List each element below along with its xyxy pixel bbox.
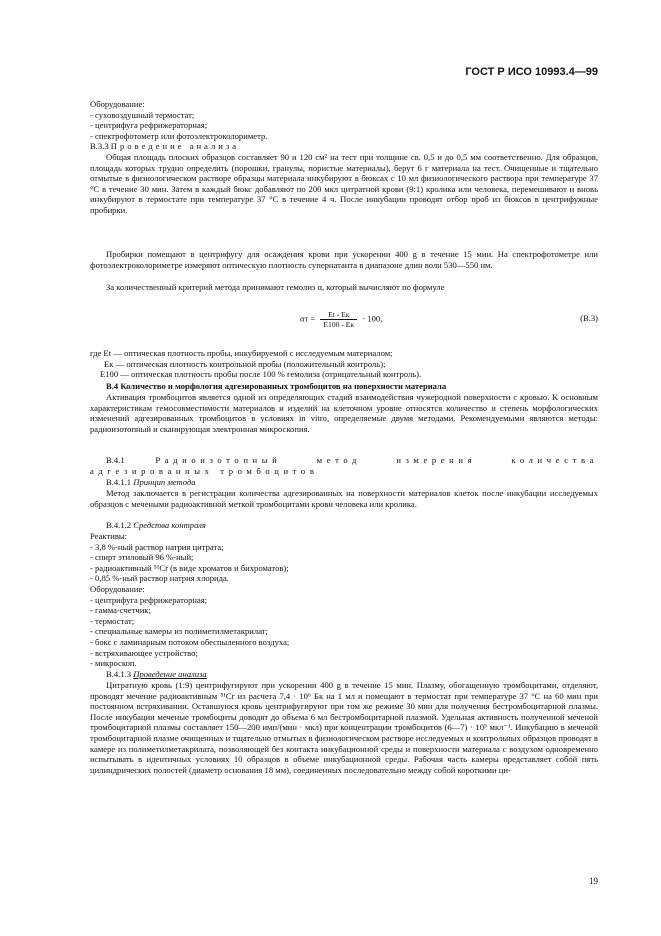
section-number: В.4.1.3 [106, 669, 132, 679]
reagent-item: - спирт этиловый 96 %-ный; [90, 552, 194, 563]
equipment-item: - термостат; [90, 615, 135, 626]
section-b41 [90, 455, 598, 476]
formula-fraction [320, 310, 357, 329]
equipment-item: - специальные камеры из полиметилметакрилат; [90, 626, 268, 637]
section-b411 [90, 477, 598, 488]
formula-numerator: Еt - Ек [320, 310, 357, 320]
section-title: Проведение анализа [133, 669, 207, 679]
paragraph-procedure: Общая площадь плоских образцов составляет 90 и 120 см² на тест при толщине св. 0,5 и до 0,5 мм соответственно. Для образцов, площадь которых трудно определить (порошки, гранулы, пористые материалы), берут 6 г материала на тест. Очищенные и тщательно отмытые в физиологическом растворе образцы материала инкубируют в бюксах с 10 мл физиологического раствора при температуре 37 °С в течение 30 мин. Затем в каждый бюкс добавляют по 200 мкл цитратной крови (9:1) кролика или человека, перемешивают и вновь инкубируют в термостате при температуре 37 °С в течение 4 ч. После инкубации проводят отбор проб из бюксов в центрифужные пробирки. [90, 152, 598, 215]
formula-tail: · 100, [362, 313, 383, 324]
section-title: Средства контроля [133, 520, 206, 530]
reagent-item: - радиоактивный ⁵¹Cr (в виде хроматов и бихроматов); [90, 562, 289, 573]
where-line: где Еt — оптическая плотность пробы, инкубируемой с исследуемым материалом; [90, 348, 393, 358]
where-block [90, 348, 598, 380]
reagent-item: - 0,85 %-ный раствор натрия хлорида. [90, 573, 229, 584]
equipment-item: - бокс с ламинарным потоком обеспыленного воздуха; [90, 636, 290, 647]
paragraph-criterion: За количественный критерий метода принимают гемолиз α, который вычисляют по формуле [106, 282, 445, 292]
paragraph-analysis: Цитратную кровь (1:9) центрифугируют при ускорении 400 g в течение 15 мин. Плазму, обогащенную тромбоцитами, отделяют, проводят мечение радиоактивным ⁵¹Cr из расчета 7,4 · 10⁶ Бк на 1 мл и помещают в термостат при температуре 37 °С на 60 мин при постоянном встряхивании. Оставшуюся кровь центрифугируют при том же режиме 30 мин для получения бестромбоцитарной плазмы. После инкубации меченые тромбоциты доводят до объема 6 мл бестромбоцитарной плазмой. Удельная активность полученной меченой тромбоцитарной плазмы составляет 150—200 имп/(мин · мкл) при концентрации тромбоцитов (6—7) · 10⁵ мкл⁻¹. Инкубацию в меченой тромбоцитарной плазме очищенных и тщательно отмытых в физиологическом растворе исследуемых и контрольных образцов проводят в камере из полиметилметакрилата, позволяющей без контакта инкубационной среды и поверхности материала с воздухом одновременно испытывать в идентичных условиях 10 образцов в объеме инкубационной среды. Рабочая часть камеры представляет собой пять цилиндрических полостей (диаметр основания 18 мм), соединенных последовательно между собой короткими ци- [90, 680, 598, 775]
equipment-item: - центрифуга рефрижераторная; [90, 594, 208, 605]
equipment-title: Оборудование: [90, 584, 145, 594]
equipment-item: - гамма-счетчик; [90, 605, 151, 616]
section-b33 [90, 141, 598, 152]
section-number: В.4.1.1 [106, 477, 132, 487]
equipment-item: - центрифуга рефрижераторная; [90, 120, 208, 131]
where-line: Ек — оптическая плотность контрольной пробы (положительный контроль); [104, 358, 386, 369]
reagent-item: - 3,8 %-ный раствор натрия цитрата; [90, 541, 224, 552]
section-title: Радиоизотопный метод измерения количества адгезированных тромбоцитов [90, 455, 598, 476]
paragraph-activation: Активация тромбоцитов является одной из определяющих стадий взаимодействия чужеродной поверхности с кровью. К основным характеристикам гемосовместимости материалов и изделий на клеточном уровне относятся количество и степень морфологических изменений адгезированных тромбоцитов в условиях in vitro, определяемые двумя методами. Рекомендуемыми являются методы: радиоизотопный и сканирующая электронная микроскопия. [90, 392, 598, 434]
equipment-item: - микроскоп. [90, 658, 137, 669]
section-number: В.4.1 [106, 455, 125, 465]
equation-number: (В.3) [580, 313, 598, 323]
equipment2-block [90, 584, 598, 669]
equipment-block [90, 99, 598, 141]
section-b4-heading: В.4 Количество и морфология адгезированных тромбоцитов на поверхности материала [106, 381, 447, 391]
section-title: Принцип метода [133, 477, 196, 487]
section-number: В.4.1.2 [106, 520, 132, 530]
document-code: ГОСТ Р ИСО 10993.4—99 [465, 66, 598, 78]
equipment-item: - встряхивающее устройство; [90, 647, 198, 658]
section-b412 [90, 520, 598, 531]
section-number: В.3.3 [90, 141, 109, 151]
reagents-title: Реактивы: [90, 531, 128, 541]
formula-denominator: Е100 - Ек [323, 320, 355, 329]
equipment-item: - спектрофотометр или фотоэлектроколориметр. [90, 130, 268, 141]
paragraph-principle: Метод заключается в регистрации количества адгезированных на поверхности материалов клеток после инкубации исследуемых образцов с мечеными радиоактивной меткой тромбоцитами крови человека или кролика. [90, 488, 598, 509]
section-b413 [90, 669, 598, 680]
reagents-block [90, 531, 598, 584]
equipment-item: - суховоздушный термостат; [90, 109, 195, 120]
hemolysis-formula [300, 310, 382, 329]
formula-lhs: αт = [300, 313, 316, 324]
where-line: Е100 — оптическая плотность пробы после 100 % гемолиза (отрицательный контроль). [100, 369, 422, 380]
section-title: Проведение анализа [110, 141, 240, 151]
equipment-title: Оборудование: [90, 99, 145, 109]
paragraph-centrifuge: Пробирки помещают в центрифугу для осаждения крови при ускорении 400 g в течение 15 мин. На спектрофотометре или фотоэлектроколориметре измеряют оптическую плотность супернатанта в диапазоне длин волн 530—550 нм. [90, 249, 598, 270]
page-number: 19 [589, 876, 598, 886]
